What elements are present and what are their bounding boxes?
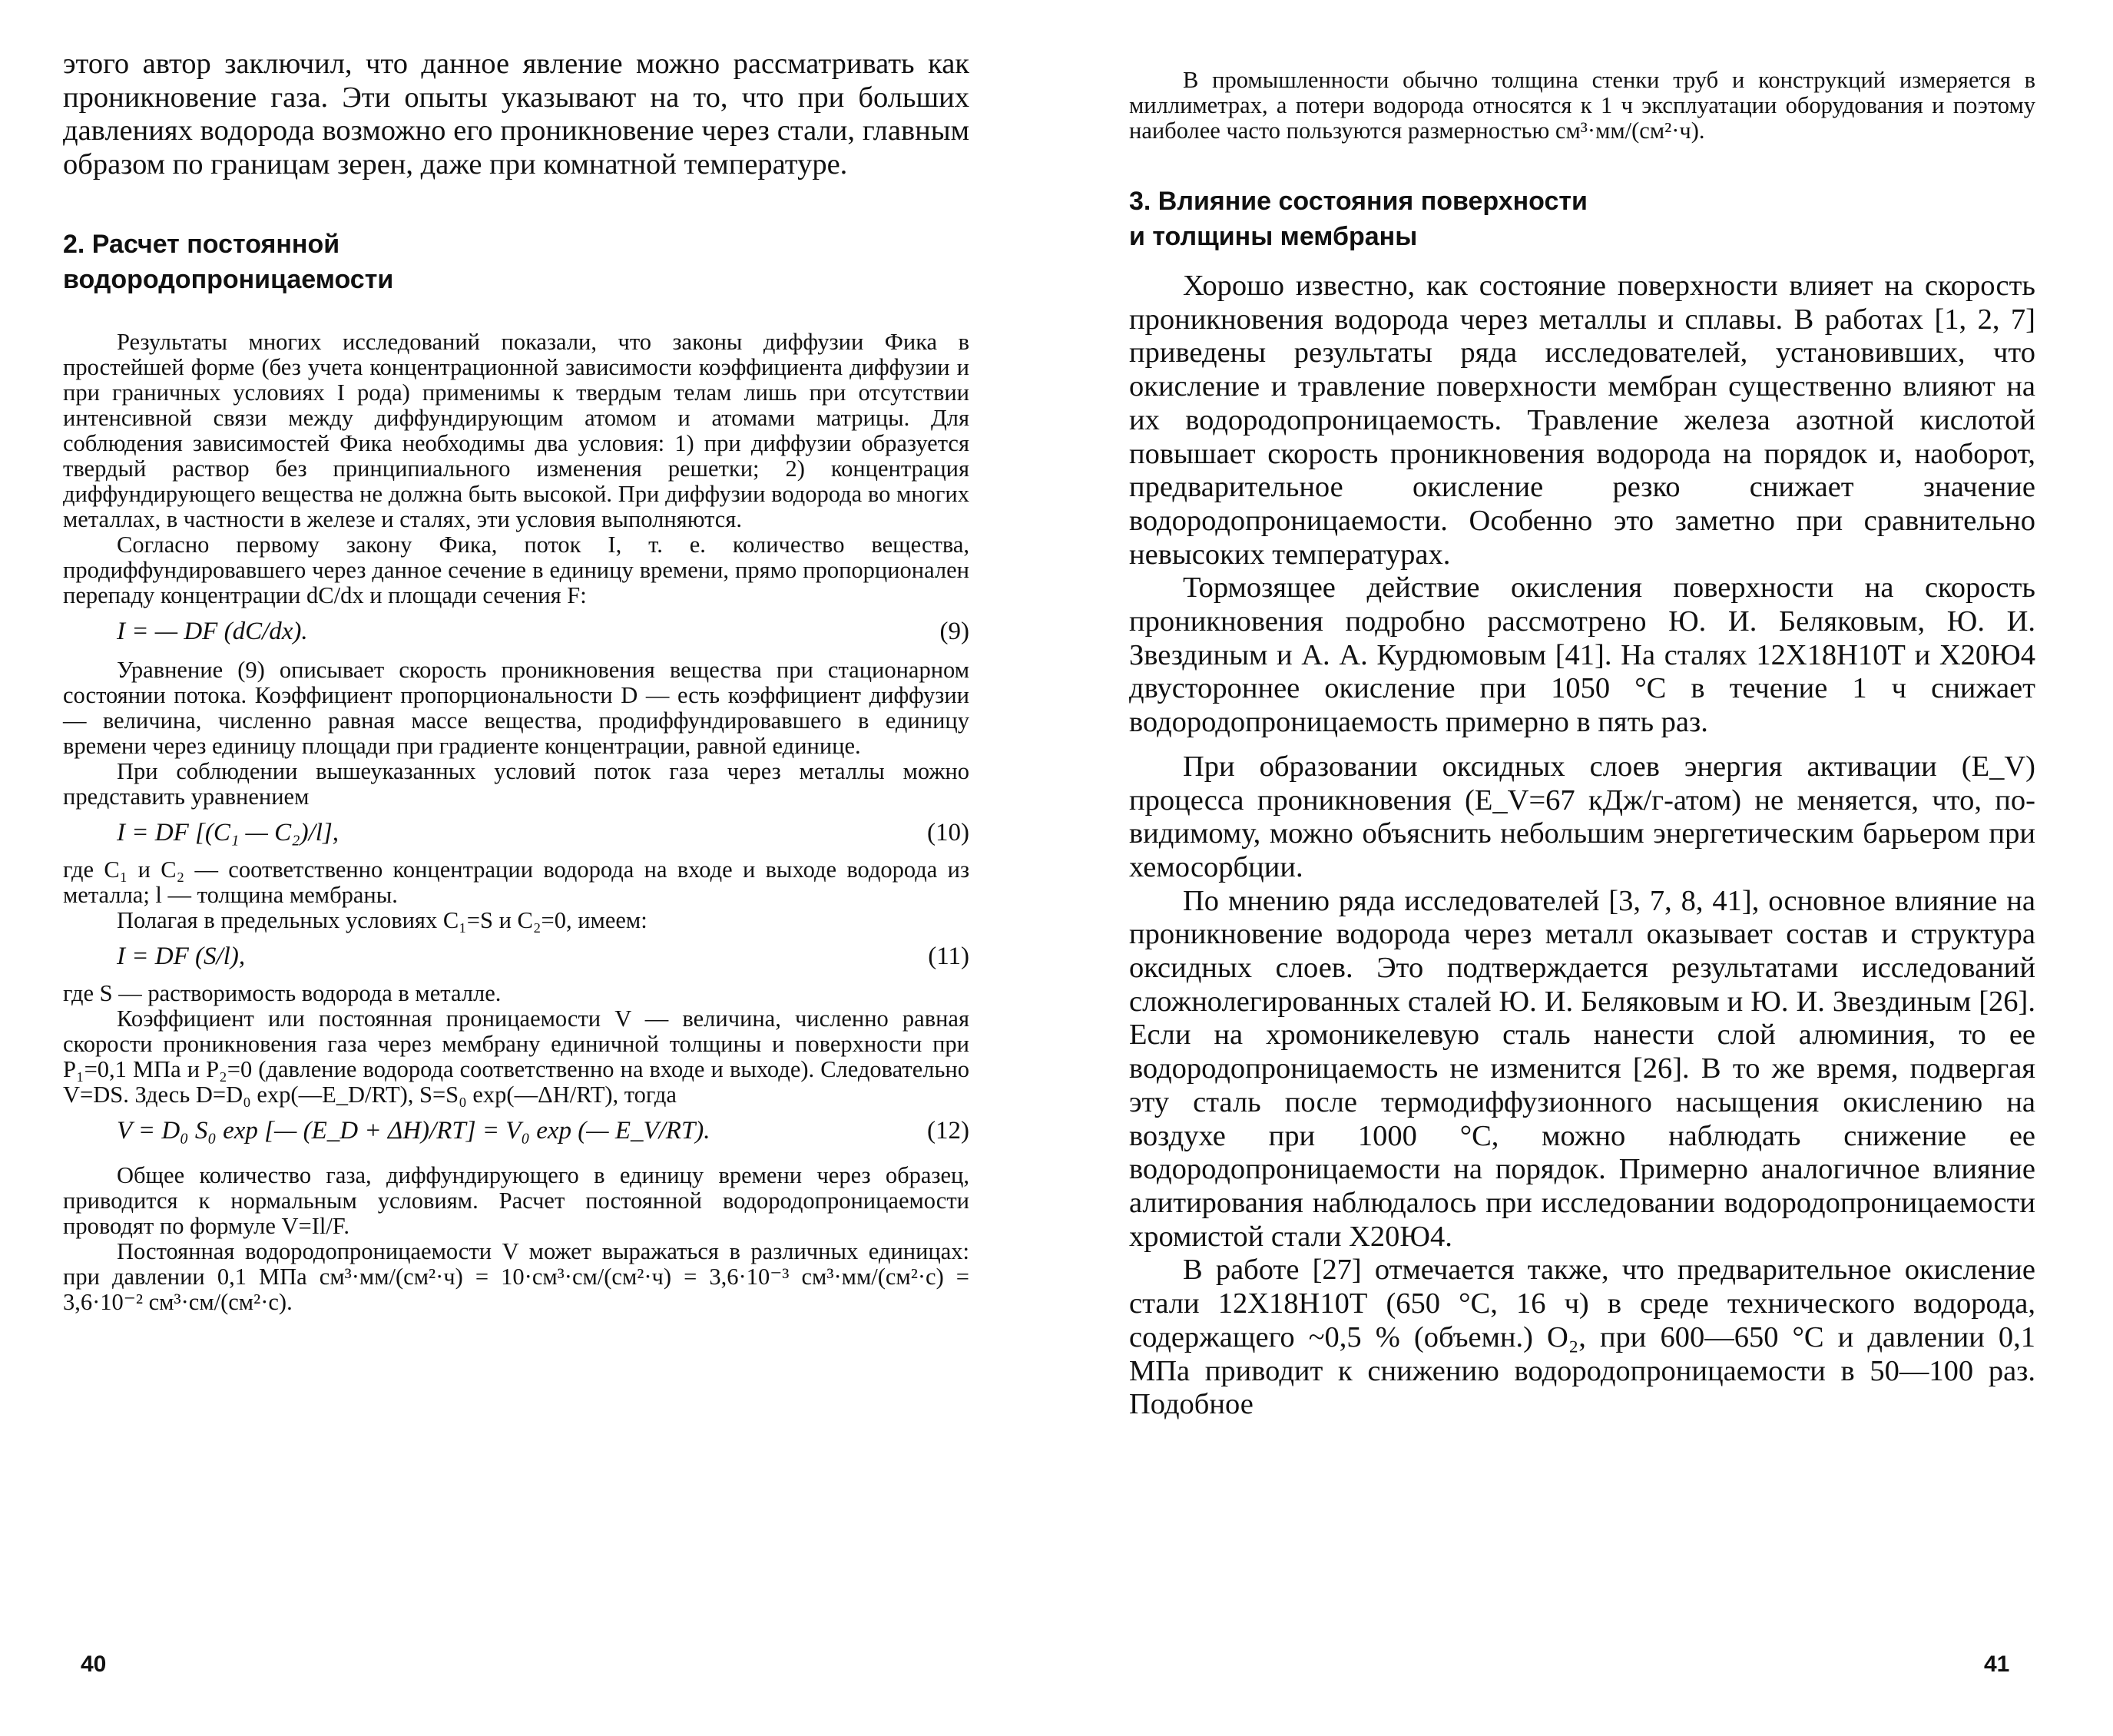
left-column (63, 48, 969, 1315)
paragraph: Результаты многих исследований показали, что законы диффузии Фика в простейшей форме (без учета концентрационной зависимости коэффициента диффузии и при граничных условиях I рода) применимы к твердым телам лишь при отсутствии интенсивной связи между диффундирующим атомом и атомами матрицы. Для соблюдения зависимостей Фика необходимы два условия: 1) при диффузии образуется твердый раствор без принципиального изменения решетки; 2) концентрация диффундирующего вещества не должна быть высокой. При диффузии водорода во многих металлах, в частности в железе и сталях, эти условия выполняются. (63, 328, 969, 532)
left-page (0, 0, 1056, 1736)
paragraph: Постоянная водородопроницаемости V может выражаться в различных единицах: при давлении 0,1 МПа см³·мм/(см²·ч) = 10·см³·см/(см²·ч) = 3,6·10⁻³ см³·мм/(см²·с) = 3,6·10⁻² см³·см/(см²·с). (63, 1237, 969, 1315)
paragraph: Полагая в предельных условиях C₁=S и C₂=0, имеем: (117, 906, 647, 933)
equation-10 (63, 817, 969, 848)
section-2-heading-line1: 2. Расчет постоянной (63, 229, 340, 259)
equation-10-number: (10) (927, 818, 969, 846)
page-number: 40 (81, 1652, 107, 1677)
section-2-heading (63, 227, 969, 297)
section-3-heading-line2: и толщины мембраны (1129, 222, 1418, 251)
equation-9-body: I = — DF (dC/dx). (117, 617, 308, 645)
paragraph: В работе [27] отмечается также, что предварительное окисление стали 12Х18Н10Т (650 °C, 16 ч) в среде технического водорода, содержащего ~0,5 % (объемн.) O₂, при 600—650 °C и давлении 0,1 МПа приводит к снижению водородопроницаемости в 50—100 раз. Подобное (1129, 1254, 2035, 1421)
paragraph: где S — растворимость водорода в металле. (63, 979, 502, 1006)
note-paragraph: В промышленности обычно толщина стенки труб и конструкций измеряется в миллиметрах, а потери водорода относятся к 1 ч эксплуатации оборудования и поэтому наиболее часто пользуются размерностью см³·мм/(см²·ч). (1129, 67, 2035, 144)
equation-11-body: I = DF (S/l), (117, 942, 246, 970)
paragraph: Общее количество газа, диффундирующего в единицу времени через образец, приводится к нормальным условиям. Расчет постоянной водородопроницаемости проводят по формуле V=Il/F. (63, 1161, 969, 1239)
right-column (1129, 68, 2035, 1422)
paragraph: Согласно первому закону Фика, поток I, т. е. количество вещества, продиффундировавшего через данное сечение в единицу времени, прямо пропорционален перепаду концентрации dC/dx и площади сечения F: (63, 531, 969, 608)
paragraph: По мнению ряда исследователей [3, 7, 8, 41], основное влияние на проникновение водорода через металл оказывает состав и структура оксидных слоев. Это подтверждается результатами исследований сложнолегированных сталей Ю. И. Беляковым и Ю. И. Звездиным [26]. Если на хромоникелевую сталь нанести слой алюминия, то ее водородопроницаемость не изменится [26]. В то же время, подвергая эту сталь после термодиффузионного насыщения окислению на воздухе при 1000 °C, можно наблюдать снижение ее водородопроницаемости на порядок. Примерно аналогичное влияние алитирования наблюдалось при исследовании водородопроницаемости хромистой стали Х20Ю4. (1129, 884, 2035, 1253)
equation-12-number: (12) (927, 1116, 969, 1145)
section-3-heading (1129, 184, 2035, 254)
equation-12 (63, 1115, 969, 1146)
equation-12-body: V = D₀ S₀ exp [— (E_D + ΔH)/RT] = V₀ exp (— E_V/RT). (117, 1116, 710, 1145)
right-page (1056, 0, 2113, 1736)
paragraph: Коэффициент или постоянная проницаемости V — величина, численно равная скорости проникновения газа через мембрану единичной толщины и поверхности при P₁=0,1 МПа и P₂=0 (давление водорода соответственно на входе и выходе). Следовательно V=DS. Здесь D=D₀ exp(—E_D/RT), S=S₀ exp(—ΔH/RT), тогда (63, 1005, 969, 1108)
paragraph: Уравнение (9) описывает скорость проникновения вещества при стационарном состоянии потока. Коэффициент пропорциональности D — есть коэффициент диффузии — величина, численно равная массе вещества, продиффундировавшего в единицу времени через единицу площади при градиенте концентрации, равной единице. (63, 656, 969, 759)
equation-9-number: (9) (939, 617, 969, 645)
section-3-heading-line1: 3. Влияние состояния поверхности (1129, 187, 1588, 216)
page-number: 41 (1984, 1652, 2010, 1677)
section-2-heading-line2: водородопроницаемости (63, 264, 394, 294)
equation-10-body: I = DF [(C₁ — C₂)/l], (117, 818, 339, 846)
paragraph: где C₁ и C₂ — соответственно концентрации водорода на входе и выходе водорода из металла; l — толщина мембраны. (63, 856, 969, 908)
paragraph: При соблюдении вышеуказанных условий поток газа через металлы можно представить уравнением (63, 757, 969, 810)
paragraph: Хорошо известно, как состояние поверхности влияет на скорость проникновения водорода через металлы и сплавы. В работах [1, 2, 7] приведены результаты ряда исследователей, установивших, что окисление и травление поверхности мембран существенно влияют на их водородопроницаемость. Травление железа азотной кислотой повышает скорость проникновения водорода на порядок и, наоборот, предварительное окисление резко снижает значение водородопроницаемости. Особенно это заметно при сравнительно невысоких температурах. (1129, 270, 2035, 571)
equation-9 (63, 616, 969, 647)
intro-paragraph: этого автор заключил, что данное явление можно рассматривать как проникновение газа. Эти опыты указывают на то, что при больших давлениях водорода возможно его проникновение через стали, главным образом по границам зерен, даже при комнатной температуре. (63, 48, 969, 181)
equation-11 (63, 941, 969, 972)
paragraph: Тормозящее действие окисления поверхности на скорость проникновения подробно рассмотрено Ю. И. Беляковым, Ю. И. Звездиным и А. А. Курдюмовым [41]. На сталях 12Х18Н10Т и Х20Ю4 двустороннее окисление при 1050 °C в течение 1 ч снижает водородопроницаемость примерно в пять раз. (1129, 571, 2035, 739)
paragraph: При образовании оксидных слоев энергия активации (E_V) процесса проникновения (E_V=67 кДж/г-атом) не меняется, что, по-видимому, можно объяснить небольшим энергетическим барьером при хемосорбции. (1129, 750, 2035, 883)
equation-11-number: (11) (928, 942, 969, 970)
